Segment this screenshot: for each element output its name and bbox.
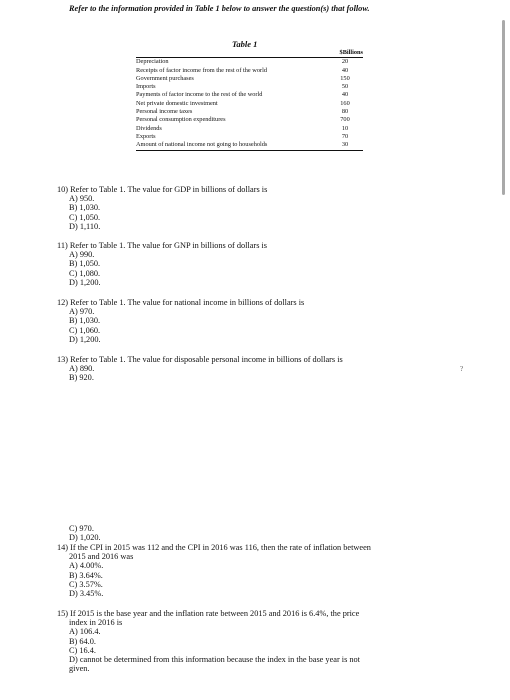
row-value: 70 [341,132,349,140]
question-12 [57,298,432,344]
table-row [136,75,363,83]
option-d: D) 1,200. [69,334,101,344]
scrollbar[interactable] [502,20,505,195]
question-13 [57,355,432,383]
option-c: C) 1,080. [69,268,101,278]
table-row [136,100,363,108]
row-label: Receipts of factor income from the rest of the world [136,66,267,74]
question-stem: 13) Refer to Table 1. The value for disposable personal income in billions of dollars is [57,355,343,364]
option-a: A) 4.00%. [69,561,104,571]
option-a: A) 970. [69,307,95,317]
question-13-continued [57,524,432,542]
question-stem: 15) If 2015 is the base year and the inflation rate between 2015 and 2016 is 6.4%, the price [57,609,360,618]
row-label: Imports [136,83,156,91]
option-d: D) 1,200. [69,277,101,287]
page-mark: ? [460,365,464,373]
row-label: Net private domestic investment [136,99,218,107]
option-b: B) 64.0. [69,636,96,646]
row-value: 80 [341,108,349,116]
table-header-billions: $Billions [327,49,363,58]
row-value: 30 [327,141,363,150]
option-b: B) 1,030. [69,203,101,213]
economic-data-table [136,49,363,151]
table-row [136,108,363,116]
option-c: C) 3.57%. [69,579,103,589]
row-label: Exports [136,132,156,140]
intro-instructions: Refer to the information provided in Table 1 below to answer the question(s) that follow. [69,4,370,13]
option-b: B) 1,030. [69,316,101,326]
question-stem: 12) Refer to Table 1. The value for national income in billions of dollars is [57,298,305,307]
option-c: C) 1,050. [69,212,101,222]
option-a: A) 890. [69,364,95,374]
option-b: B) 920. [69,373,94,383]
row-label: Personal consumption expenditures [136,116,226,124]
table-row [136,83,363,91]
table-row [136,58,363,67]
option-a: A) 950. [69,194,95,204]
option-b: B) 3.64%. [69,570,103,580]
row-label: Payments of factor income to the rest of the world [136,91,263,99]
question-stem-continued: index in 2016 is [69,618,123,628]
question-stem: 14) If the CPI in 2015 was 112 and the CPI in 2016 was 116, then the rate of inflation between [57,543,371,552]
row-value: 160 [340,99,350,107]
row-value: 700 [340,116,350,124]
option-d: D) 3.45%. [69,589,104,599]
row-value: 150 [340,74,350,82]
row-label: Amount of national income not going to households [136,141,327,150]
option-d: D) 1,020. [69,533,101,543]
option-c: C) 1,060. [69,325,101,335]
question-stem-continued: 2015 and 2016 was [69,552,134,562]
question-14 [57,543,457,598]
row-value: 50 [341,83,349,91]
row-label: Depreciation [136,58,169,66]
option-d: D) 1,110. [69,221,101,231]
table-row [136,116,363,124]
option-d-continued: given. [69,664,90,674]
option-d: D) cannot be determined from this information because the index in the base year is not [69,655,360,665]
question-stem: 11) Refer to Table 1. The value for GNP in billions of dollars is [57,241,268,250]
table-row [136,133,363,141]
option-c: C) 16.4. [69,645,96,655]
table-row [136,91,363,99]
table-header-blank [136,49,327,58]
table-row [136,67,363,75]
row-value: 40 [341,91,349,99]
row-label: Personal income taxes [136,108,193,116]
row-value: 40 [341,66,349,74]
question-15 [57,609,457,673]
question-11 [57,241,432,287]
table-caption: Table 1 [232,39,258,49]
table-row [136,141,363,150]
question-10 [57,185,432,231]
table-row [136,125,363,133]
row-value: 10 [341,124,349,132]
option-a: A) 106.4. [69,627,101,637]
question-stem: 10) Refer to Table 1. The value for GDP in billions of dollars is [57,185,268,194]
option-a: A) 990. [69,250,95,260]
row-label: Dividends [136,124,162,132]
row-label: Government purchases [136,74,194,82]
row-value: 20 [341,58,349,66]
option-c: C) 970. [69,524,94,533]
option-b: B) 1,050. [69,259,101,269]
